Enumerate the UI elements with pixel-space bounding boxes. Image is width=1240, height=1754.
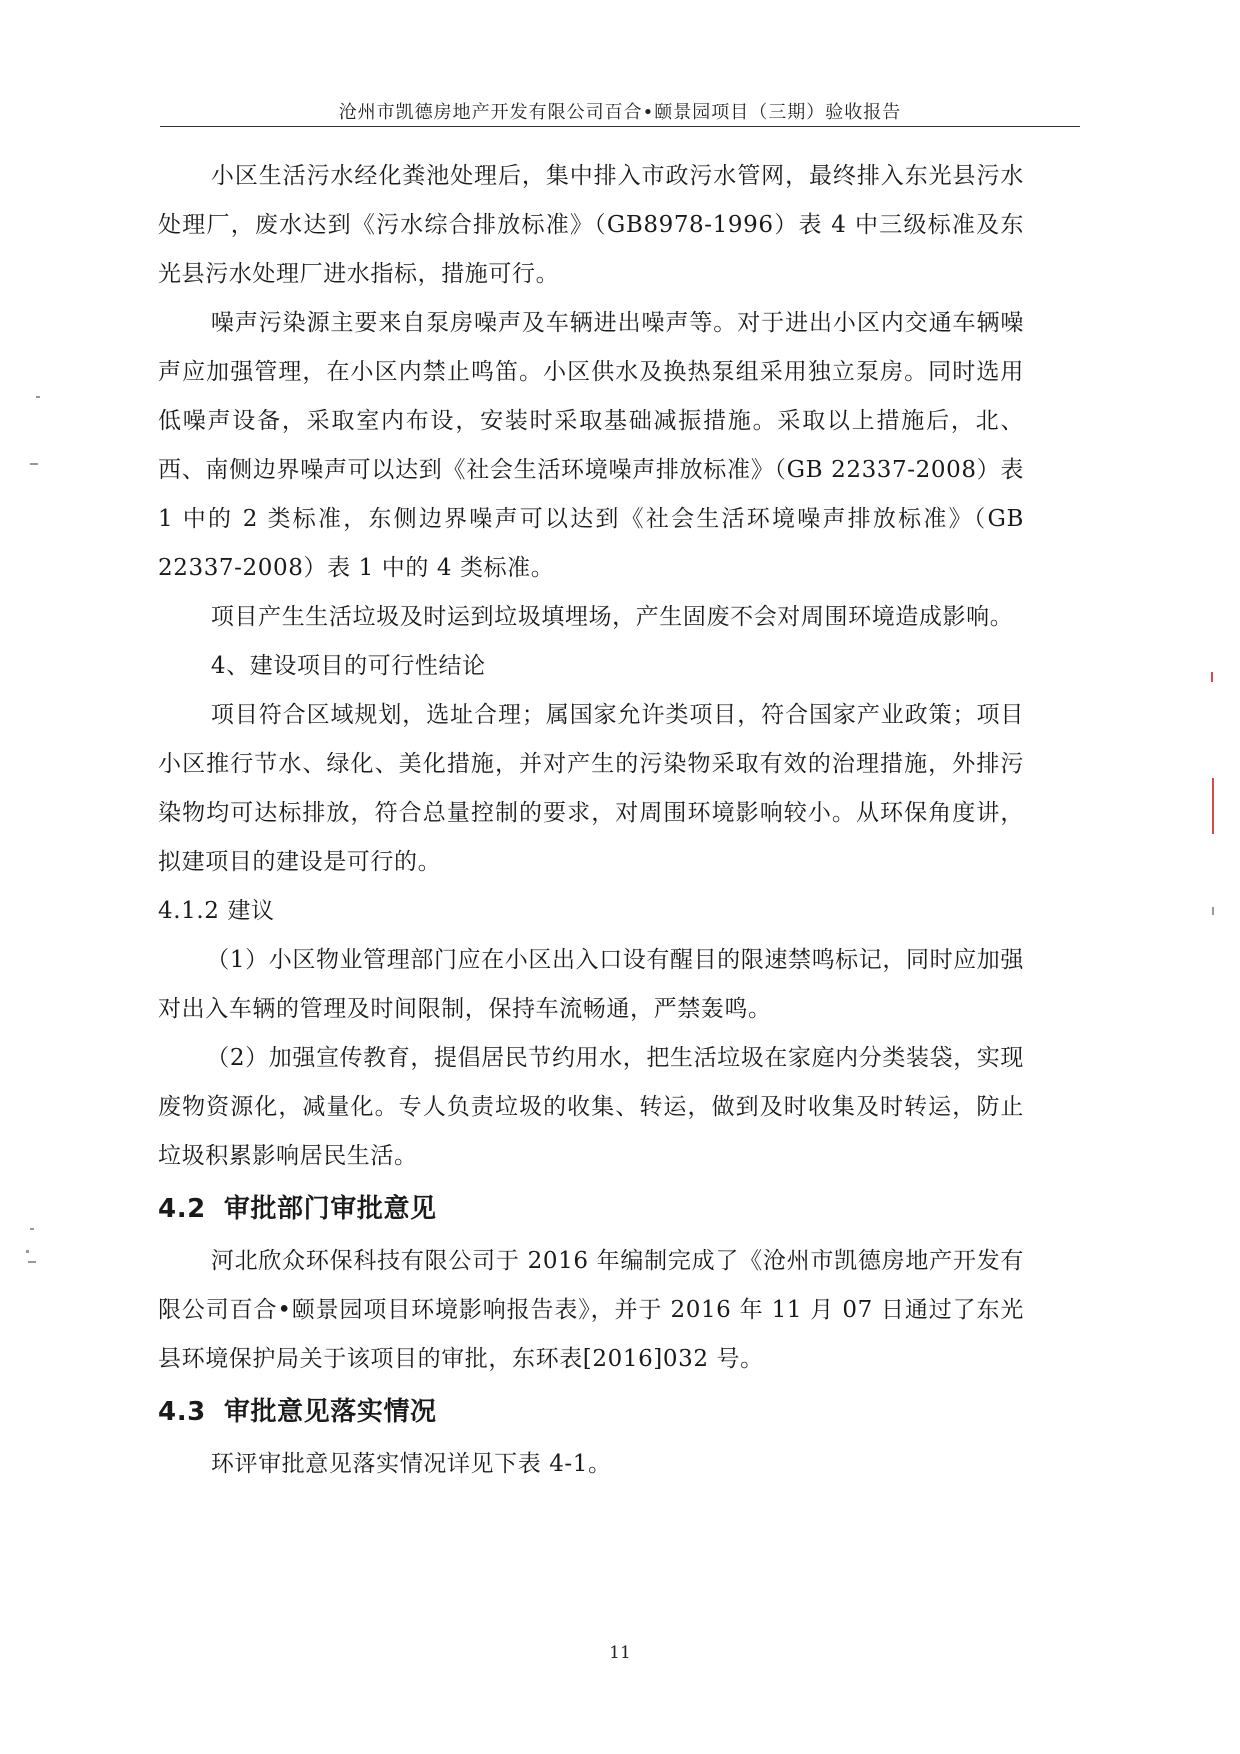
scan-mark xyxy=(1211,672,1213,682)
page-header-title: 沧州市凯德房地产开发有限公司百合•颐景园项目（三期）验收报告 xyxy=(338,102,902,123)
scan-mark xyxy=(1212,907,1214,915)
paragraph-implementation: 环评审批意见落实情况详见下表 4-1。 xyxy=(210,1451,612,1477)
scan-mark xyxy=(28,1261,36,1263)
scan-mark xyxy=(30,463,38,465)
section-heading-4-3 xyxy=(158,1386,1024,1438)
paragraph-noise: 噪声污染源主要来自泵房噪声及车辆进出噪声等。对于进出小区内交通车辆噪声应加强管理，在小区内禁止鸣笛。小区供水及换热泵组采用独立泵房。同时选用低噪声设备，采取室内布设，安装时采取基础减振措施。采取以上措施后，北、西、南侧边界噪声可以达到《社会生活环境噪声排放标准》（GB 22337-2008）表 1 中的 2 类标准，东侧边界噪声可以达到《社会生活环境噪声排放标准》（GB 22337-2008）表 1 中的 4 类标准。 xyxy=(158,310,1024,581)
paragraph-wastewater: 小区生活污水经化粪池处理后，集中排入市政污水管网，最终排入东光县污水处理厂，废水达到《污水综合排放标准》（GB8978-1996）表 4 中三级标准及东光县污水处理厂进水指标，措施可行。 xyxy=(158,163,1024,287)
section-number: 4.3 xyxy=(158,1397,206,1427)
scan-mark xyxy=(26,1250,29,1253)
section-title: 审批部门审批意见 xyxy=(223,1194,437,1224)
section-number: 4.2 xyxy=(158,1194,206,1224)
document-body xyxy=(158,152,1024,1489)
scan-mark xyxy=(36,396,40,398)
paragraph-feasibility: 项目符合区域规划，选址合理；属国家允许类项目，符合国家产业政策；项目小区推行节水、绿化、美化措施，并对产生的污染物采取有效的治理措施，外排污染物均可达标排放，符合总量控制的要求，对周围环境影响较小。从环保角度讲，拟建项目的建设是可行的。 xyxy=(158,702,1024,875)
paragraph-approval: 河北欣众环保科技有限公司于 2016 年编制完成了《沧州市凯德房地产开发有限公司百合•颐景园项目环境影响报告表》，并于 2016 年 11 月 07 日通过了东光县环境保护局关于该项目的审批，东环表[2016]032 号。 xyxy=(158,1248,1024,1372)
section-heading-4-2 xyxy=(158,1183,1024,1235)
heading-suggestions: 4.1.2 建议 xyxy=(158,898,275,924)
scan-mark xyxy=(1212,778,1214,834)
heading-feasibility-conclusion: 4、建设项目的可行性结论 xyxy=(210,653,486,679)
suggestion-item-2: （2）加强宣传教育，提倡居民节约用水，把生活垃圾在家庭内分类装袋，实现废物资源化，减量化。专人负责垃圾的收集、转运，做到及时收集及时转运，防止垃圾积累影响居民生活。 xyxy=(158,1045,1024,1169)
page-number: 11 xyxy=(609,1643,631,1663)
header-rule xyxy=(160,126,1080,127)
section-title: 审批意见落实情况 xyxy=(223,1397,437,1427)
paragraph-solid-waste: 项目产生生活垃圾及时运到垃圾填埋场，产生固废不会对周围环境造成影响。 xyxy=(210,604,1014,630)
suggestion-item-1: （1）小区物业管理部门应在小区出入口设有醒目的限速禁鸣标记，同时应加强对出入车辆的管理及时间限制，保持车流畅通，严禁轰鸣。 xyxy=(158,947,1024,1022)
scan-mark xyxy=(30,1228,34,1230)
